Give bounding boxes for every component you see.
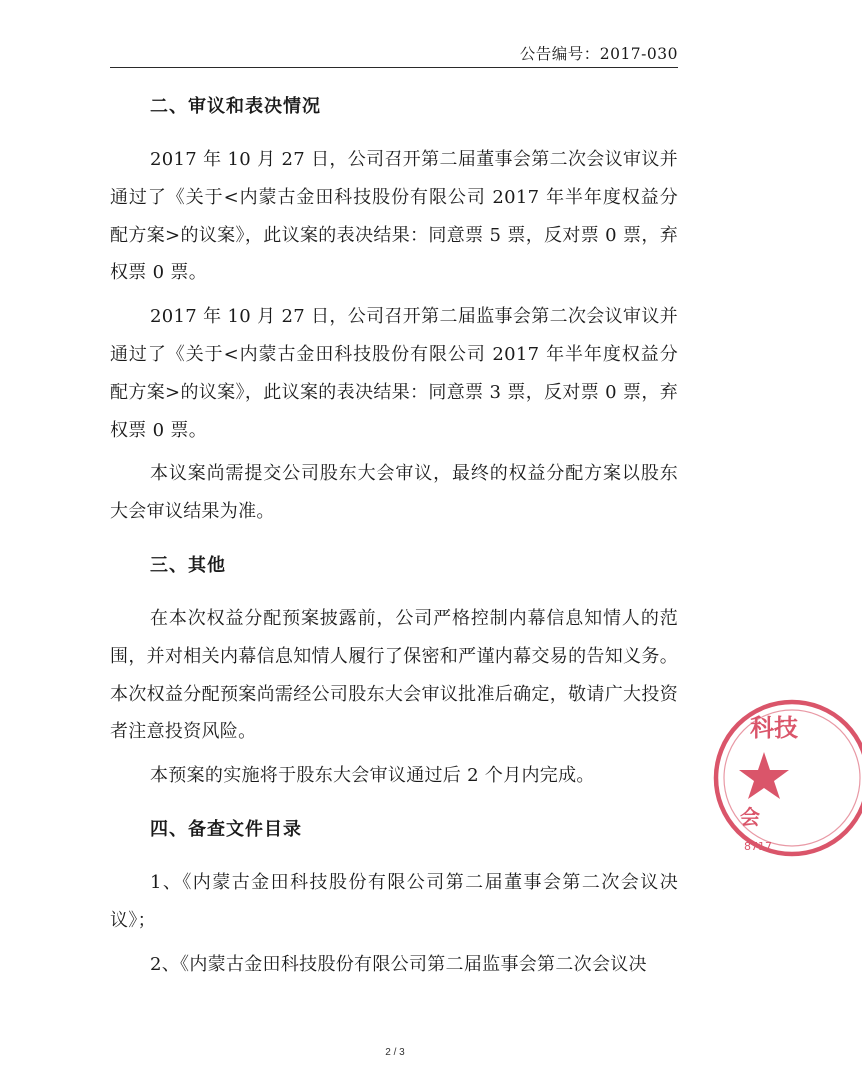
seal-text-bottom: 会 [740,805,760,829]
seal-inner-ring [724,710,860,846]
seal-outer-ring [716,702,862,854]
company-seal-stamp [712,692,862,872]
seal-text-top: 科技 [750,714,798,742]
document-body [110,88,678,983]
paragraph-shareholder-approval: 本议案尚需提交公司股东大会审议，最终的权益分配方案以股东大会审议结果为准。 [110,463,678,523]
section-heading-review: 二、审议和表决情况 [150,96,321,117]
paragraph-insider-control: 在本次权益分配预案披露前，公司严格控制内幕信息知情人的范围，并对相关内幕信息知情人履行了保密和严谨内幕交易的告知义务。本次权益分配预案尚需经公司股东大会审议批准后确定，敬请广大投资者注意投资风险。 [110,607,678,743]
paragraph-implementation: 本预案的实施将于股东大会审议通过后 2 个月内完成。 [150,765,595,787]
file-item-1: 1、《内蒙古金田科技股份有限公司第二届董事会第二次会议决议》； [110,871,678,931]
section-heading-other: 三、其他 [150,554,226,576]
page-number: 2 / 3 [385,1047,405,1058]
announcement-number: 公告编号：2017-030 [519,45,678,63]
file-item-2: 2、《内蒙古金田科技股份有限公司第二届监事会第二次会议决 [150,953,647,975]
seal-star-icon [739,752,789,799]
section-heading-files: 四、备查文件目录 [150,818,302,840]
paragraph-board-vote: 2017 年 10 月 27 日，公司召开第二届董事会第二次会议审议并通过了《关于<内蒙古金田科技股份有限公司 2017 年半年度权益分配方案>的议案》，此议案的表决结果：同意票 5 票，反对票 0 票，弃权票 0 票。 [110,149,678,284]
seal-number: 8717 [744,840,772,853]
header-divider [110,67,678,68]
paragraph-supervisor-vote: 2017 年 10 月 27 日，公司召开第二届监事会第二次会议审议并通过了《关于<内蒙古金田科技股份有限公司 2017 年半年度权益分配方案>的议案》，此议案的表决结果：同意票 3 票，反对票 0 票，弃权票 0 票。 [110,306,678,441]
